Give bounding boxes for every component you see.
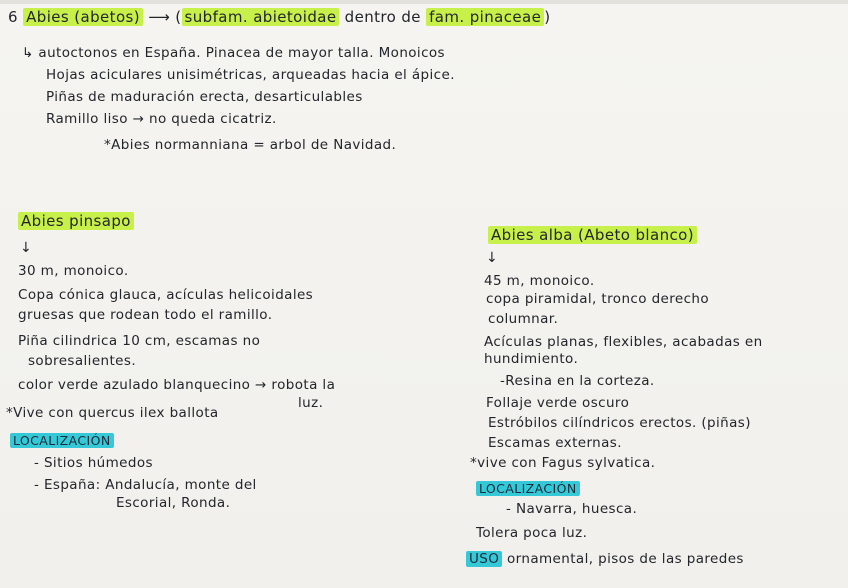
- right-localizacion-label: [476, 480, 580, 498]
- bullet-arrow-icon: ↳: [22, 45, 34, 61]
- left-line: color verde azulado blanquecino → robota la: [18, 377, 336, 393]
- uso-text: ornamental, pisos de las paredes: [506, 551, 744, 567]
- top-edge: [0, 0, 848, 4]
- intro-line-3: Piñas de maduración erecta, desarticulables: [46, 89, 363, 105]
- section-number: 6: [8, 8, 18, 26]
- family-label: fam. pinaceae: [426, 8, 544, 26]
- left-title-text: Abies pinsapo: [18, 212, 134, 230]
- paren-close: ): [544, 8, 551, 26]
- left-title: [18, 212, 134, 230]
- right-loc-line: - Navarra, huesca.: [506, 501, 638, 517]
- intro-text-1: autoctonos en España. Pinacea de mayor talla. Monoicos: [38, 45, 445, 61]
- arrow-right-icon: ⟶: [148, 8, 171, 26]
- left-line: gruesas que rodean todo el ramillo.: [18, 307, 273, 323]
- right-line: hundimiento.: [484, 351, 579, 367]
- right-line: copa piramidal, tronco derecho: [486, 291, 710, 307]
- right-tolera: Tolera poca luz.: [476, 525, 588, 541]
- within-text: dentro de: [344, 8, 421, 26]
- right-line: 45 m, monoico.: [484, 273, 595, 289]
- uso-label: USO: [466, 551, 502, 567]
- intro-line-1: [22, 44, 445, 62]
- intro-note: *Abies normanniana = arbol de Navidad.: [104, 137, 397, 153]
- right-line: -Resina en la corteza.: [500, 373, 655, 389]
- left-line: Copa cónica glauca, acículas helicoidales: [18, 287, 314, 303]
- right-line: Escamas externas.: [488, 435, 622, 451]
- right-line: Follaje verde oscuro: [486, 395, 630, 411]
- left-localizacion-label: [10, 432, 114, 450]
- down-arrow-icon: ↓: [20, 240, 32, 256]
- intro-line-2: Hojas aciculares unisimétricas, arqueadas hacia el ápice.: [46, 67, 455, 83]
- left-loc-line: - Sitios húmedos: [34, 455, 153, 471]
- left-loc-label-text: LOCALIZACIÓN: [10, 433, 114, 448]
- genus-title: Abies (abetos): [23, 8, 143, 26]
- header-line: [8, 8, 550, 26]
- subfamily-label: subfam. abietoidae: [182, 8, 340, 26]
- right-line: Estróbilos cilíndricos erectos. (piñas): [488, 415, 751, 431]
- right-title: [488, 226, 697, 244]
- paren-open: (: [175, 8, 182, 26]
- right-loc-label-text: LOCALIZACIÓN: [476, 481, 580, 496]
- right-line: columnar.: [488, 311, 559, 327]
- left-line: *Vive con quercus ilex ballota: [6, 405, 219, 421]
- left-loc-line: - España: Andalucía, monte del: [34, 477, 257, 493]
- down-arrow-icon: ↓: [486, 250, 498, 266]
- left-line: Piña cilindrica 10 cm, escamas no: [18, 333, 261, 349]
- right-title-text: Abies alba (Abeto blanco): [488, 226, 697, 244]
- left-loc-line: Escorial, Ronda.: [116, 495, 231, 511]
- left-line: luz.: [298, 395, 324, 411]
- left-line: 30 m, monoico.: [18, 263, 129, 279]
- right-line: Acículas planas, flexibles, acabadas en: [484, 334, 763, 350]
- right-uso-line: [466, 550, 744, 568]
- right-line: *vive con Fagus sylvatica.: [470, 455, 656, 471]
- intro-line-4: Ramillo liso → no queda cicatriz.: [46, 111, 277, 127]
- left-line: sobresalientes.: [28, 353, 137, 369]
